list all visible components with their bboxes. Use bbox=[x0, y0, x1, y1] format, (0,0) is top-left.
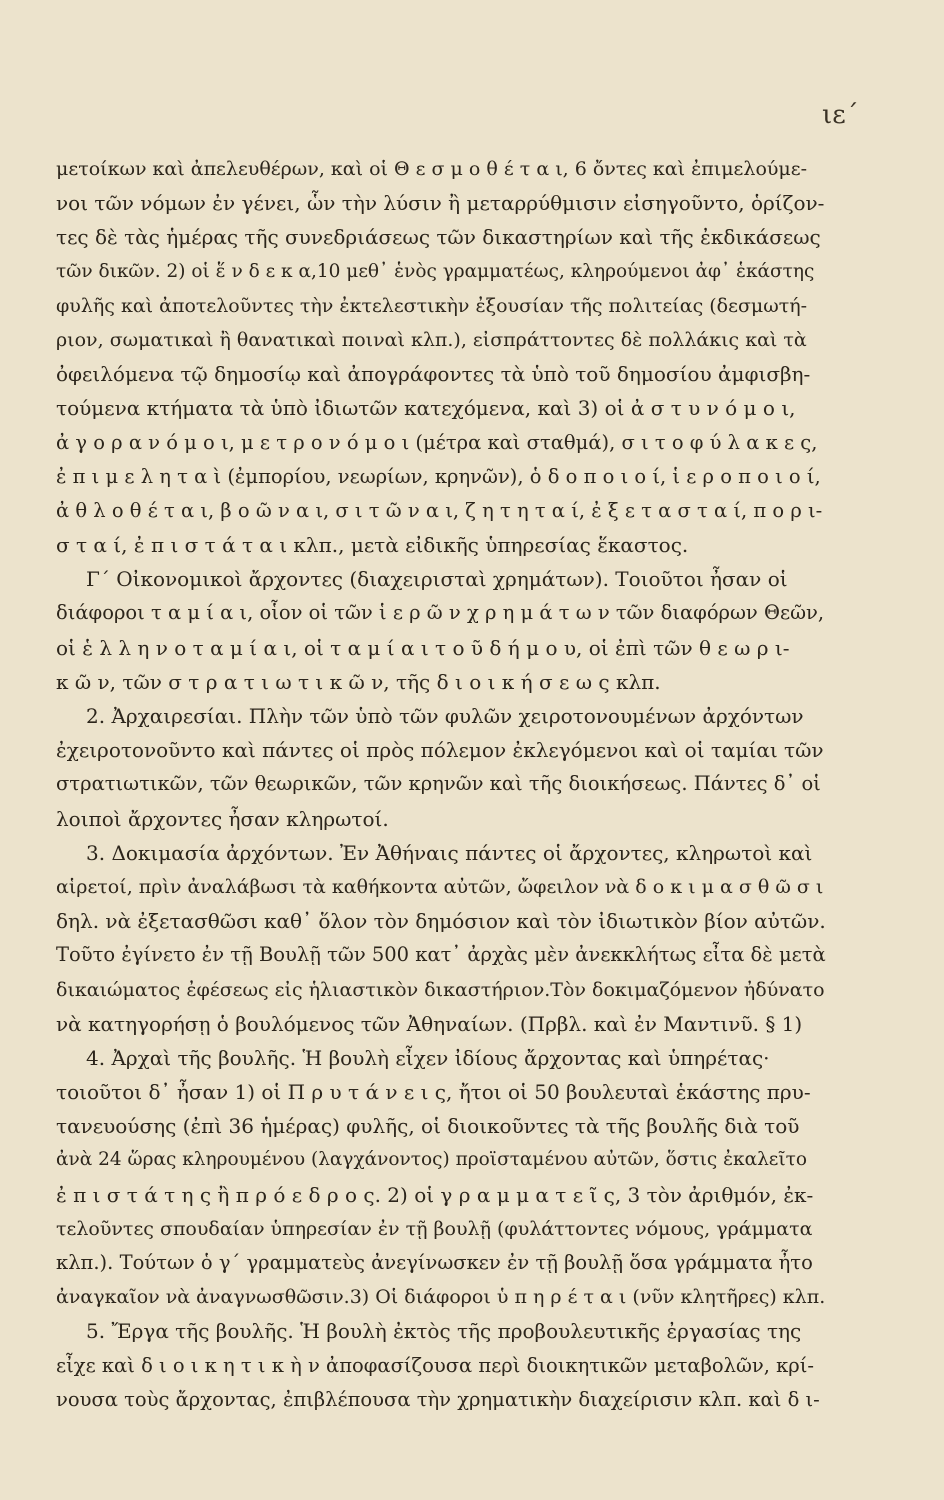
text-line: τανευούσης (ἐπὶ 36 ἡμέρας) φυλῆς, οἱ διοικοῦντες τὰ τῆς βουλῆς διὰ τοῦ bbox=[56, 1114, 800, 1139]
text-line: τελοῦντες σπουδαίαν ὑπηρεσίαν ἐν τῇ βουλῇ (φυλάττοντες νόμους, γράμματα bbox=[56, 1217, 813, 1240]
text-line: στρατιωτικῶν, τῶν θεωρικῶν, τῶν κρηνῶν καὶ τῆς διοικήσεως. Πάντες δ᾿ οἱ bbox=[56, 772, 821, 796]
text-line: 4. Ἀρχαὶ τῆς βουλῆς. Ἡ βουλὴ εἶχεν ἰδίους ἄρχοντας καὶ ὑπηρέτας· bbox=[86, 1045, 770, 1070]
text-line: λοιποὶ ἄρχοντες ἦσαν κληρωτοί. bbox=[56, 806, 389, 831]
text-line: νοι τῶν νόμων ἐν γένει, ὧν τὴν λύσιν ἢ μεταρρύθμισιν εἰσηγοῦντο, ὁρίζον- bbox=[56, 191, 825, 216]
body-text bbox=[56, 152, 826, 1417]
text-line: ἀνὰ 24 ὥρας κληρουμένου (λαγχάνοντος) προϊσταμένου αὐτῶν, ὅστις ἐκαλεῖτο bbox=[56, 1149, 808, 1171]
text-line: δικαιώματος ἐφέσεως εἰς ἡλιαστικὸν δικαστήριον.Τὸν δοκιμαζόμενον ἠδύνατο bbox=[56, 978, 825, 1001]
text-line: διάφοροι τ α μ ί α ι, οἷον οἱ τῶν ἱ ε ρ ῶ ν χ ρ η μ ά τ ω ν τῶν διαφόρων Θεῶν, bbox=[56, 601, 825, 625]
text-line: 3. Δοκιμασία ἀρχόντων. Ἐν Ἀθήναις πάντες οἱ ἄρχοντες, κληρωτοὶ καὶ bbox=[86, 840, 813, 865]
text-line: 2. Ἀρχαιρεσίαι. Πλὴν τῶν ὑπὸ τῶν φυλῶν χειροτονουμένων ἀρχόντων bbox=[86, 704, 804, 728]
text-line: ἀ γ ο ρ α ν ό μ ο ι, μ ε τ ρ ο ν ό μ ο ι (μέτρα καὶ σταθμά), σ ι τ ο φ ύ λ α κ ε ς, bbox=[56, 430, 818, 454]
text-line: Γ΄ Οἰκονομικοὶ ἄρχοντες (διαχειρισταὶ χρημάτων). Τοιοῦτοι ἦσαν οἱ bbox=[86, 567, 788, 592]
text-line: ριον, σωματικαὶ ἢ θανατικαὶ ποιναὶ κλπ.), εἰσπράττοντες δὲ πολλάκις καὶ τὰ bbox=[56, 328, 807, 351]
text-line: ἐχειροτονοῦντο καὶ πάντες οἱ πρὸς πόλεμον ἐκλεγόμενοι καὶ οἱ ταμίαι τῶν bbox=[56, 738, 824, 763]
text-line: ἐ π ι σ τ ά τ η ς ἢ π ρ ό ε δ ρ ο ς. 2) οἱ γ ρ α μ μ α τ ε ῖ ς, 3 τὸν ἀριθμόν, ἐκ- bbox=[56, 1182, 814, 1207]
text-line: ἐ π ι μ ε λ η τ α ὶ (ἐμπορίου, νεωρίων, κρηνῶν), ὁ δ ο π ο ι ο ί, ἱ ε ρ ο π ο ι ο ί, bbox=[56, 464, 821, 488]
text-line: τῶν δικῶν. 2) οἱ ἕ ν δ ε κ α,10 μεθ᾿ ἑνὸς γραμματέως, κληρούμενοι ἀφ᾿ ἑκάστης bbox=[56, 260, 815, 282]
text-line: φυλῆς καὶ ἀποτελοῦντες τὴν ἐκτελεστικὴν ἐξουσίαν τῆς πολιτείας (δεσμωτή- bbox=[56, 294, 808, 317]
text-line: κλπ.). Τούτων ὁ γ΄ γραμματεὺς ἀνεγίνωσκεν ἐν τῇ βουλῇ ὅσα γράμματα ἦτο bbox=[56, 1251, 813, 1274]
text-line: δηλ. νὰ ἐξετασθῶσι καθ᾿ ὅλον τὸν δημόσιον καὶ τὸν ἰδιωτικὸν βίον αὐτῶν. bbox=[56, 909, 826, 934]
text-line: τοιοῦτοι δ᾿ ἦσαν 1) οἱ Π ρ υ τ ά ν ε ι ς, ἤτοι οἱ 50 βουλευταὶ ἑκάστης πρυ- bbox=[56, 1080, 811, 1105]
text-line: σ τ α ί, ἐ π ι σ τ ά τ α ι κλπ., μετὰ εἰδικῆς ὑπηρεσίας ἕκαστος. bbox=[56, 533, 689, 558]
text-line: οἱ ἑ λ λ η ν ο τ α μ ί α ι, οἱ τ α μ ί α ι τ ο ῦ δ ή μ ο υ, οἱ ἐπὶ τῶν θ ε ω ρ ι- bbox=[56, 635, 790, 660]
text-line: Τοῦτο ἐγίνετο ἐν τῇ Βουλῇ τῶν 500 κατ᾿ ἀρχὰς μὲν ἀνεκκλήτως εἶτα δὲ μετὰ bbox=[56, 943, 826, 967]
text-line: κ ῶ ν, τῶν σ τ ρ α τ ι ω τ ι κ ῶ ν, τῆς δ ι ο ι κ ή σ ε ω ς κλπ. bbox=[56, 669, 661, 694]
text-line: εἶχε καὶ δ ι ο ι κ η τ ι κ ὴ ν ἀποφασίζουσα περὶ διοικητικῶν μεταβολῶν, κρί- bbox=[56, 1353, 814, 1377]
text-line: ὀφειλόμενα τῷ δημοσίῳ καὶ ἀπογράφοντες τὰ ὑπὸ τοῦ δημοσίου ἀμφισβη- bbox=[56, 362, 811, 387]
text-line: νουσα τοὺς ἄρχοντας, ἐπιβλέπουσα τὴν χρηματικὴν διαχείρισιν κλπ. καὶ δ ι- bbox=[56, 1387, 820, 1411]
text-line: αἱρετοί, πρὶν ἀναλάβωσι τὰ καθήκοντα αὐτῶν, ὤφειλον νὰ δ ο κ ι μ α σ θ ῶ σ ι bbox=[56, 875, 824, 898]
text-line: μετοίκων καὶ ἀπελευθέρων, καὶ οἱ Θ ε σ μ ο θ έ τ α ι, 6 ὄντες καὶ ἐπιμελούμε- bbox=[56, 158, 808, 180]
page-number: ιε΄ bbox=[822, 100, 859, 130]
text-line: ἀ θ λ ο θ έ τ α ι, β ο ῶ ν α ι, σ ι τ ῶ ν α ι, ζ η τ η τ α ί, ἐ ξ ε τ α σ τ α ί, π ο ρ ι- bbox=[56, 498, 823, 522]
text-line: νὰ κατηγορήσῃ ὁ βουλόμενος τῶν Ἀθηναίων. (Πρβλ. καὶ ἐν Μαντινῦ. § 1) bbox=[56, 1011, 803, 1036]
text-line: τες δὲ τὰς ἡμέρας τῆς συνεδριάσεως τῶν δικαστηρίων καὶ τῆς ἐκδικάσεως bbox=[56, 225, 821, 250]
text-line: τούμενα κτήματα τὰ ὑπὸ ἰδιωτῶν κατεχόμενα, καὶ 3) οἱ ἀ σ τ υ ν ό μ ο ι, bbox=[56, 396, 796, 421]
text-line: 5. Ἔργα τῆς βουλῆς. Ἡ βουλὴ ἐκτὸς τῆς προβουλευτικῆς ἐργασίας της bbox=[86, 1319, 802, 1344]
text-line: ἀναγκαῖον νὰ ἀναγνωσθῶσιν.3) Οἱ διάφοροι ὑ π η ρ έ τ α ι (νῦν κλητῆρες) κλπ. bbox=[56, 1286, 826, 1309]
